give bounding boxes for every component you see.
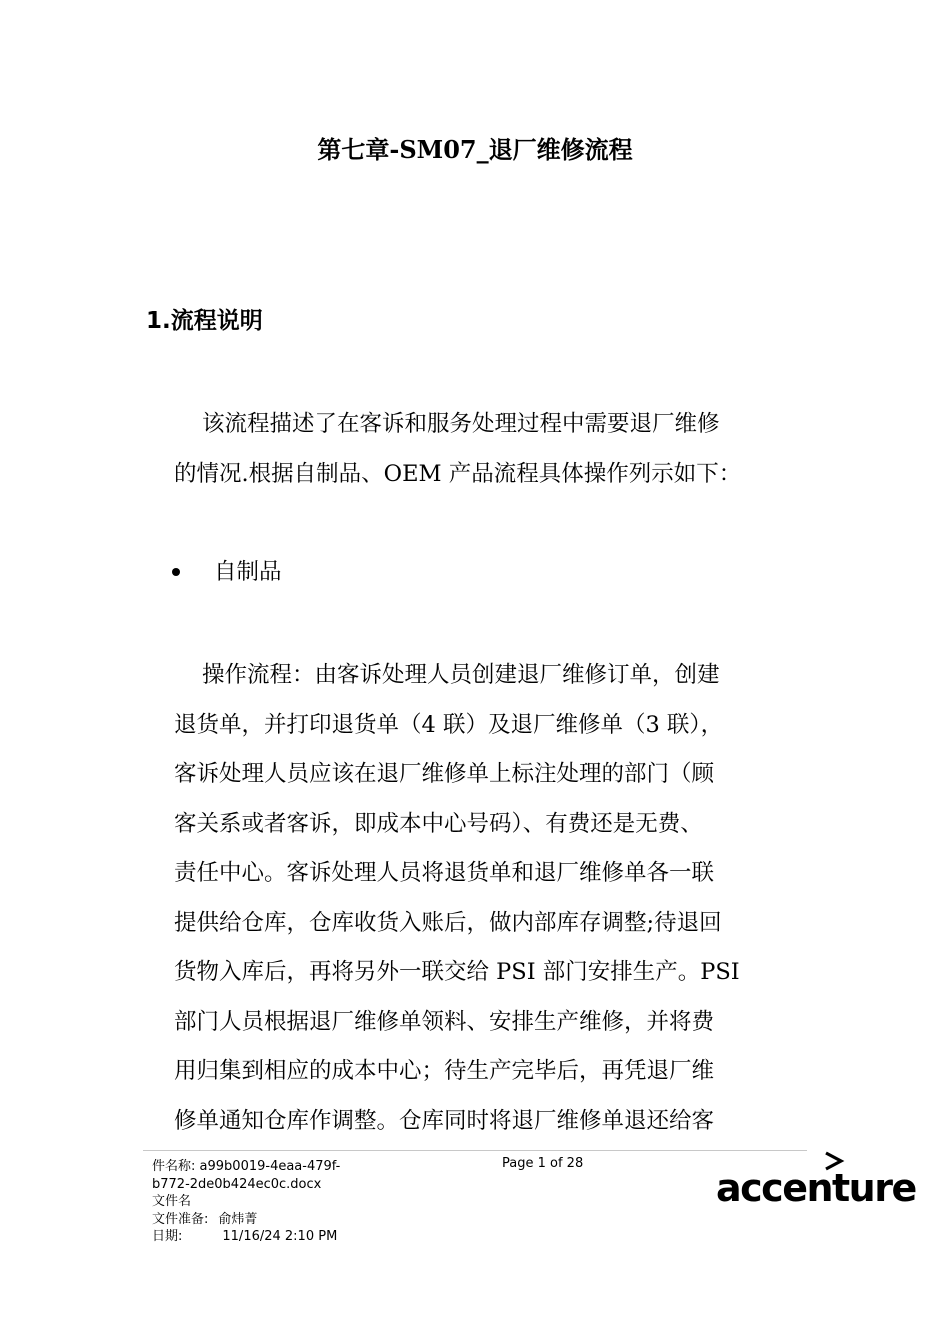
bullet-icon: [172, 568, 180, 576]
intro-paragraph: [174, 400, 808, 499]
section-heading: 1.流程说明: [146, 308, 263, 334]
paragraph-line: 货物入库后，再将另外一联交给 PSI 部门安排生产。PSI: [174, 959, 740, 985]
prepared-value: 俞炜菁: [218, 1211, 258, 1227]
date-label: 日期:: [152, 1229, 183, 1244]
footer-date-line: [152, 1228, 412, 1246]
bullet-text: 自制品: [214, 559, 282, 585]
procedure-paragraph: [174, 651, 808, 1146]
bullet-list-item: [172, 552, 282, 592]
footer-prepared-line: [152, 1211, 412, 1229]
date-value: 11/16/24 2:10 PM: [222, 1229, 338, 1244]
paragraph-line: 的情况.根据自制品、OEM 产品流程具体操作列示如下：: [174, 460, 742, 487]
paragraph-line: 修单通知仓库作调整。仓库同时将退厂维修单退还给客: [174, 1107, 715, 1134]
paragraph-line: 责任中心。客诉处理人员将退货单和退厂维修单各一联: [174, 860, 715, 886]
paragraph-line: 部门人员根据退厂维修单领料、安排生产维修，并将费: [174, 1008, 715, 1035]
paragraph-line: 客关系或者客诉，即成本中心号码）、有费还是无费、: [174, 810, 703, 837]
paragraph-line: 操作流程：由客诉处理人员创建退厂维修订单，创建: [202, 662, 720, 688]
paragraph-line: 客诉处理人员应该在退厂维修单上标注处理的部门（顾: [174, 761, 715, 787]
paragraph-line: 退货单，并打印退货单（4 联）及退厂维修单（3 联），: [174, 711, 724, 738]
page-number: Page 1 of 28: [502, 1156, 584, 1171]
file-value-continued: b772-2de0b424ec0c.docx: [152, 1176, 322, 1192]
footer-file-line: [152, 1158, 412, 1176]
paragraph-line: 提供给仓库，仓库收货入账后，做内部库存调整;待退回: [174, 909, 722, 936]
file-value: a99b0019-4eaa-479f-: [199, 1159, 341, 1174]
footer-divider: [143, 1150, 807, 1151]
paragraph-line: 用归集到相应的成本中心；待生产完毕后，再凭退厂维: [174, 1058, 715, 1084]
paragraph-line: 该流程描述了在客诉和服务处理过程中需要退厂维修: [202, 411, 720, 437]
page-title: 第七章-SM07_退厂维修流程: [317, 135, 633, 164]
logo-wordmark: accenture: [716, 1166, 916, 1210]
file-label: 件名称:: [152, 1159, 196, 1174]
filename-label: 文件名: [152, 1194, 192, 1209]
footer-metadata: [152, 1158, 412, 1246]
prepared-label: 文件准备:: [152, 1211, 209, 1227]
accenture-logo: [712, 1150, 916, 1210]
